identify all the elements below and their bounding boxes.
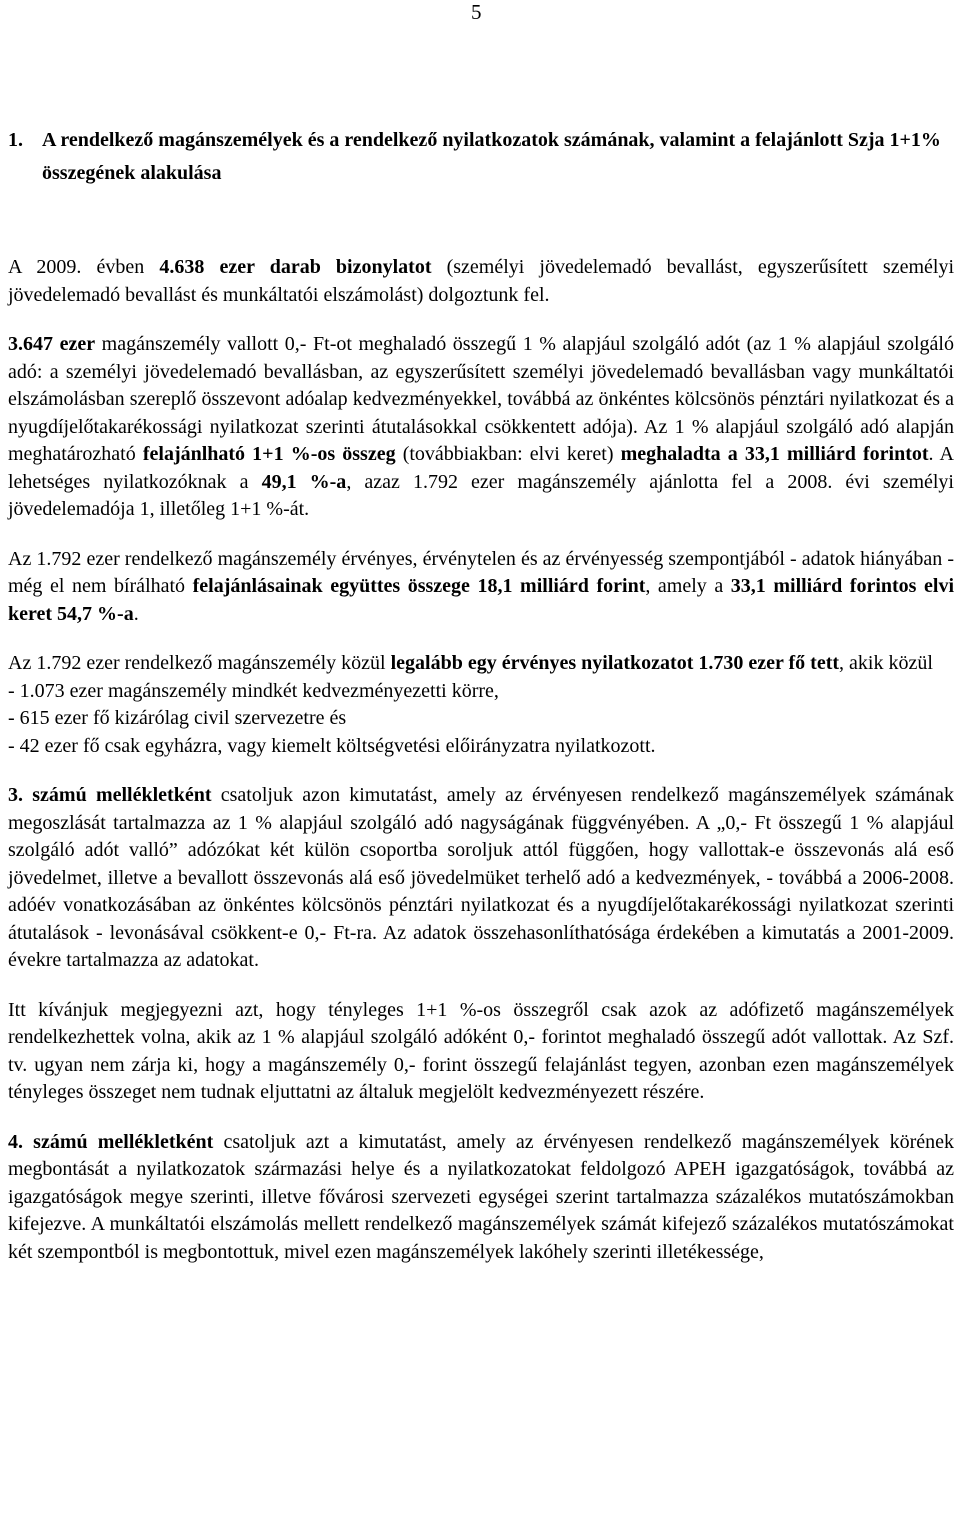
bold-run: 49,1 %-a: [261, 470, 347, 493]
section-heading: [8, 124, 954, 190]
paragraph-valid-declarations: [8, 650, 954, 678]
section-heading-text: A rendelkező magánszemélyek és a rendelkező nyilatkozatok számának, valamint a felajánlott Szja 1+1% összegének alakulása: [42, 129, 941, 184]
text-run: , akik közül: [839, 652, 933, 674]
bold-run: 4. számú mellékletként: [8, 1130, 214, 1153]
text-run: csatoljuk azon kimutatást, amely az érvényesen rendelkező magánszemélyek számának megoszlását tartalmazza az 1 % alapjául szolgáló adó nagyságának függvényében. A „0,- Ft összegű 1 % alapjául szolgáló adót valló” adózókat két külön csoportba soroljuk attól függően, hogy vallottak-e összevonás alá eső jövedelmet, illetve a bevallott összevonás alá eső jövedelmüket terhelő adó a kedvezmények, - továbbá a 2006-2008. adóév vonatkozásában az önkéntes kölcsönös pénztári nyilatkozat és a nyugdíjelőtakarékossági nyilatkozat szerinti átutalások - levonásával csökkent-e 0,- Ft-ra. Az adatok összehasonlíthatósága érdekében a kimutatás a 2001-2009. évekre tartalmazza az adatokat.: [8, 784, 954, 971]
text-run: Itt kívánjuk megjegyezni azt, hogy tényleges 1+1 %-os összegről csak azok az adófizető magánszemélyek rendelkezhettek volna, akik az 1 % alapjául szolgáló adóként 0,- forintot meghaladó összegű adót vallottak. Az Szf. tv. ugyan nem zárja ki, hogy a magánszemély 0,- forint összegű felajánlást tegyen, azonban ezen magánszemélyek tényleges összeget nem tudnak eljuttatni az általuk megjelölt kedvezményezett részére.: [8, 998, 954, 1103]
paragraph-taxpayers: [8, 331, 954, 524]
text-run: csatoljuk azt a kimutatást, amely az érvényesen rendelkező magánszemélyek körének megbontását a nyilatkozatok származási helye és a nyilatkozatokat feldolgozó APEH igazgatóságok, továbbá az igazgatóságok megye szerinti, illetve fővárosi szervezeti egységei szerint tartalmazza százalékos mutatószámokban kifejezve. A munkáltatói elszámolás mellett rendelkező magánszemélyek számát kifejező százalékos mutatószámokat két szempontból is megbontottuk, mivel ezen magánszemélyek lakóhely szerinti illetékessége,: [8, 1130, 954, 1263]
declaration-breakdown-list: [8, 678, 954, 761]
bold-run: 3.647 ezer: [8, 333, 96, 355]
page-number: 5: [471, 0, 482, 24]
text-run: .: [133, 602, 139, 625]
section-heading-number: 1.: [8, 129, 23, 151]
list-item: - 1.073 ezer magánszemély mindkét kedvezményezetti körre,: [8, 679, 499, 702]
bold-run: felajánlható 1+1 %-os összeg: [142, 443, 396, 465]
text-run: (személyi jövedelemadó bevallást, egyszerűsített személyi jövedelemadó bevallást és munkáltatói elszámolást) dolgoztunk fel.: [8, 256, 954, 306]
text-run: (továbbiakban: elvi keret): [395, 443, 621, 465]
document-body: [8, 254, 954, 1288]
paragraph-annex-4: [8, 1129, 954, 1267]
bold-run: felajánlásainak együttes összege 18,1 milliárd forint: [192, 575, 646, 597]
bold-run: 4.638 ezer darab bizonylatot: [159, 256, 432, 278]
bold-run: 3. számú mellékletként: [8, 784, 212, 806]
text-run: , azaz 1.792 ezer magánszemély ajánlotta fel a 2008. évi személyi jövedelemadója 1, illetőleg 1+1 %-át.: [8, 470, 954, 520]
text-run: magánszemély vallott 0,- Ft-ot meghaladó összegű 1 % alapjául szolgáló adót (az 1 % alapjául szolgáló adó: a személyi jövedelemadó bevallásban, az egyszerűsített személyi jövedelemadó bevallásban vagy munkáltatói elszámolásban szereplő összevont adóalap kedvezményekkel, továbbá az önkéntes kölcsönös pénztári nyilatkozat és a nyugdíjelőtakarékossági nyilatkozat szerinti átutalásokkal csökkentett adója). Az 1 % alapjául szolgáló adó alapján meghatározható: [8, 333, 954, 465]
text-run: Az 1.792 ezer rendelkező magánszemély közül: [8, 652, 391, 674]
bold-run: meghaladta a 33,1 milliárd forintot: [620, 443, 929, 465]
bold-run: legalább egy érvényes nyilatkozatot 1.730 ezer fő tett: [390, 652, 840, 674]
list-item: - 615 ezer fő kizárólag civil szervezetre és: [8, 707, 347, 729]
bold-run: 33,1 milliárd forintos elvi keret 54,7 %-a: [8, 575, 955, 625]
text-run: A 2009. évben: [8, 256, 160, 278]
paragraph-documents-processed: [8, 254, 954, 309]
text-run: Az 1.792 ezer rendelkező magánszemély érvényes, érvénytelen és az érvényesség szempontjából - adatok hiányában - még el nem bírálható: [8, 547, 954, 597]
text-run: , amely a: [645, 575, 731, 597]
text-run: . A lehetséges nyilatkozóknak a: [8, 443, 954, 493]
paragraph-note: [8, 997, 954, 1107]
paragraph-annex-3: [8, 782, 954, 975]
list-item: - 42 ezer fő csak egyházra, vagy kiemelt költségvetési előirányzatra nyilatkozott.: [8, 734, 656, 757]
paragraph-offer-total: [8, 546, 954, 629]
